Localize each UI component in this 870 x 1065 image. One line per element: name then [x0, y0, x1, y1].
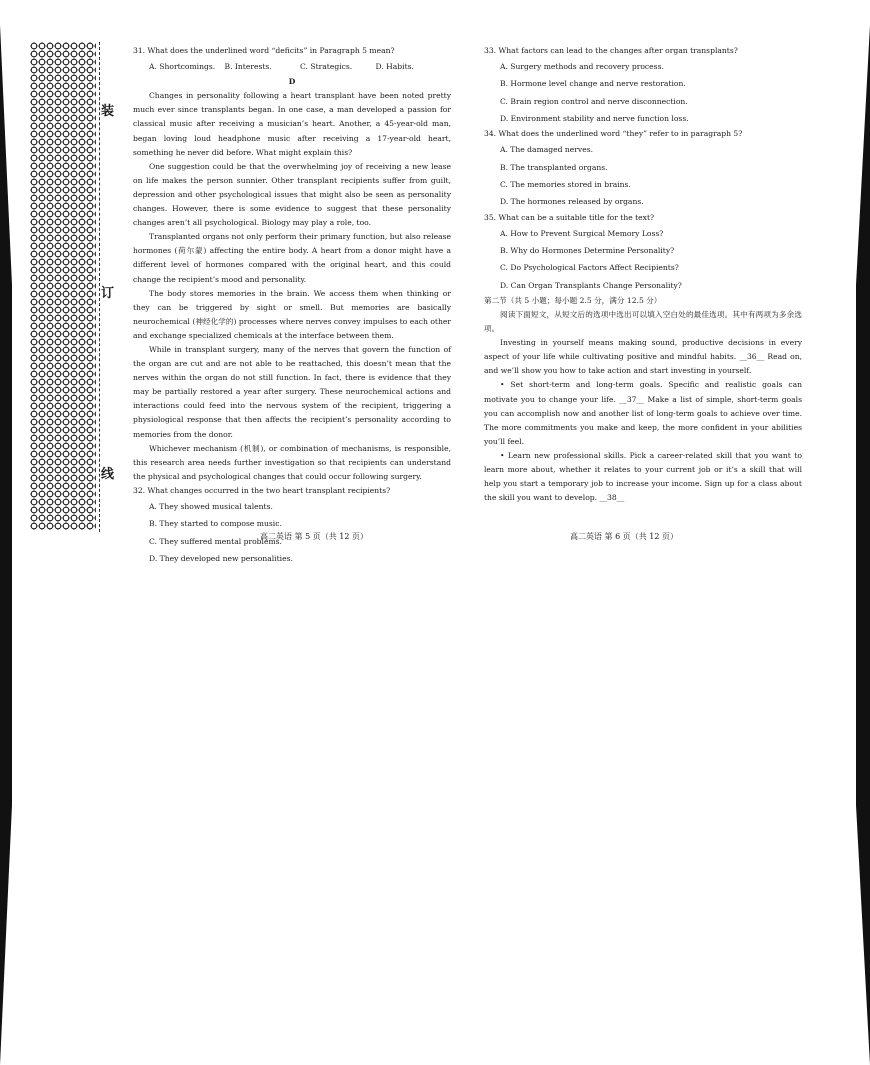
option: A. They showed musical talents. — [149, 502, 273, 511]
option: B. Why do Hormones Determine Personality? — [500, 245, 675, 255]
question-32: 32. What changes occurred in the two heart transplant recipients? — [133, 485, 391, 495]
option: D. Can Organ Transplants Change Personality? — [500, 280, 682, 290]
option: D. Environment stability and nerve function loss. — [500, 113, 689, 123]
paragraph: While in transplant surgery, many of the nerves that govern the function of the organ are cut and are not able to be reattached, this doesn’t mean that the nerves within the organ do not still function. In fact, there is evidence that they may be partially restored a year after surgery. These neurochemical actions and interactions could feed into the nervous system of the recipient, triggering a physiological response that then affects the recipient’s personality according to memories from the donor. — [133, 344, 451, 439]
question-31-options — [149, 60, 451, 74]
paragraph: Investing in yourself means making sound, productive decisions in every aspect of your life while cultivating positive and mindful habits. __36__ Read on, and we’ll show you how to take action and start investing in yourself. — [484, 338, 802, 376]
option: D. The hormones released by organs. — [500, 197, 644, 207]
paragraph: Whichever mechanism (机制), or combination of mechanisms, is responsible, this research area needs further investigation so that recipients can understand the physical and psychological changes that could occur following surgery. — [133, 443, 451, 481]
paragraph: Changes in personality following a heart transplant have been noted pretty much ever since transplants began. In one case, a man developed a passion for classical music after receiving a musician’s heart. Another, a 45-year-old man, began loving loud headphone music after receiving a 17-year-old heart, something he never did before. What might explain this? — [133, 91, 451, 157]
option: C. Brain region control and nerve disconnection. — [500, 96, 688, 106]
option: A. The damaged nerves. — [500, 145, 594, 155]
option: B. Hormone level change and nerve restoration. — [500, 79, 686, 89]
left-column — [133, 44, 451, 567]
option: A. How to Prevent Surgical Memory Loss? — [500, 228, 664, 238]
option: C. The memories stored in brains. — [500, 179, 631, 189]
option: C. They suffered mental problems. — [149, 536, 282, 546]
paragraph: • Set short-term and long-term goals. Specific and realistic goals can motivate you to change your life. __37__ Make a list of simple, short-term goals you can accomplish now and another list of long-term goals to achieve over time. The more commitments you make and keep, the more confident in your abilities you’ll feel. — [484, 380, 802, 446]
passage-label: D — [288, 77, 296, 87]
right-column — [484, 44, 802, 505]
paragraph: One suggestion could be that the overwhelming joy of receiving a new lease on life makes the person sunnier. Other transplant recipients suffer from guilt, depression and other psychological issues that might also be seen as personality changes. However, there is some evidence to suggest that these personality changes aren’t all psychological. Biology may play a role, too. — [133, 161, 451, 228]
option: D. Habits. — [375, 62, 414, 72]
page-footer-right: 高二英语 第 6 页（共 12 页） — [570, 532, 678, 541]
binding-char-middle: 订 — [101, 286, 115, 301]
paragraph: The body stores memories in the brain. We access them when thinking or they can be triggered by sight or smell. But memories are basically neurochemical (神经化学的) processes where nerves convey impulses to each other and exchange specialized chemicals at the interface between them. — [133, 288, 451, 340]
option: A. Surgery methods and recovery process. — [500, 62, 664, 72]
section-heading: 第二节（共 5 小题；每小题 2.5 分，满分 12.5 分） — [484, 295, 662, 305]
question-31: 31. What does the underlined word “deficits” in Paragraph 5 mean? — [133, 46, 395, 55]
option: D. They developed new personalities. — [149, 553, 293, 563]
page-footer-left: 高二英语 第 5 页（共 12 页） — [260, 532, 368, 541]
section-instruction: 阅读下面短文，从短文后的选项中选出可以填入空白处的最佳选项。其中有两项为多余选项。 — [484, 309, 802, 334]
question-33: 33. What factors can lead to the changes after organ transplants? — [484, 46, 738, 55]
question-34: 34. What does the underlined word “they” refer to in paragraph 5? — [484, 129, 743, 139]
paragraph: • Learn new professional skills. Pick a career-related skill that you want to learn more about, whether it relates to your current job or it’s a skill that will help you start a temporary job to increase your income. Sign up for a class about the skill you want to develop. __38__ — [484, 450, 802, 503]
scan-edge-right — [856, 25, 870, 1065]
option: C. Strategics. — [300, 62, 353, 72]
option: C. Do Psychological Factors Affect Recipients? — [500, 263, 679, 273]
scan-edge-left — [0, 25, 12, 1065]
binding-char-bottom: 线 — [101, 467, 115, 482]
question-35: 35. What can be a suitable title for the text? — [484, 212, 655, 222]
binding-line — [99, 42, 100, 532]
option: B. Interests. — [224, 62, 272, 72]
paragraph: Transplanted organs not only perform their primary function, but also release hormones (荷尔蒙) affecting the entire body. A heart from a donor might have a different level of hormones compared with the original heart, and this could change the recipient’s mood and personality. — [133, 232, 451, 284]
option: B. They started to compose music. — [149, 519, 282, 529]
option: B. The transplanted organs. — [500, 162, 608, 172]
option: A. Shortcomings. — [149, 62, 216, 72]
anti-fraud-pattern — [30, 42, 96, 530]
binding-char-top: 装 — [101, 104, 115, 119]
